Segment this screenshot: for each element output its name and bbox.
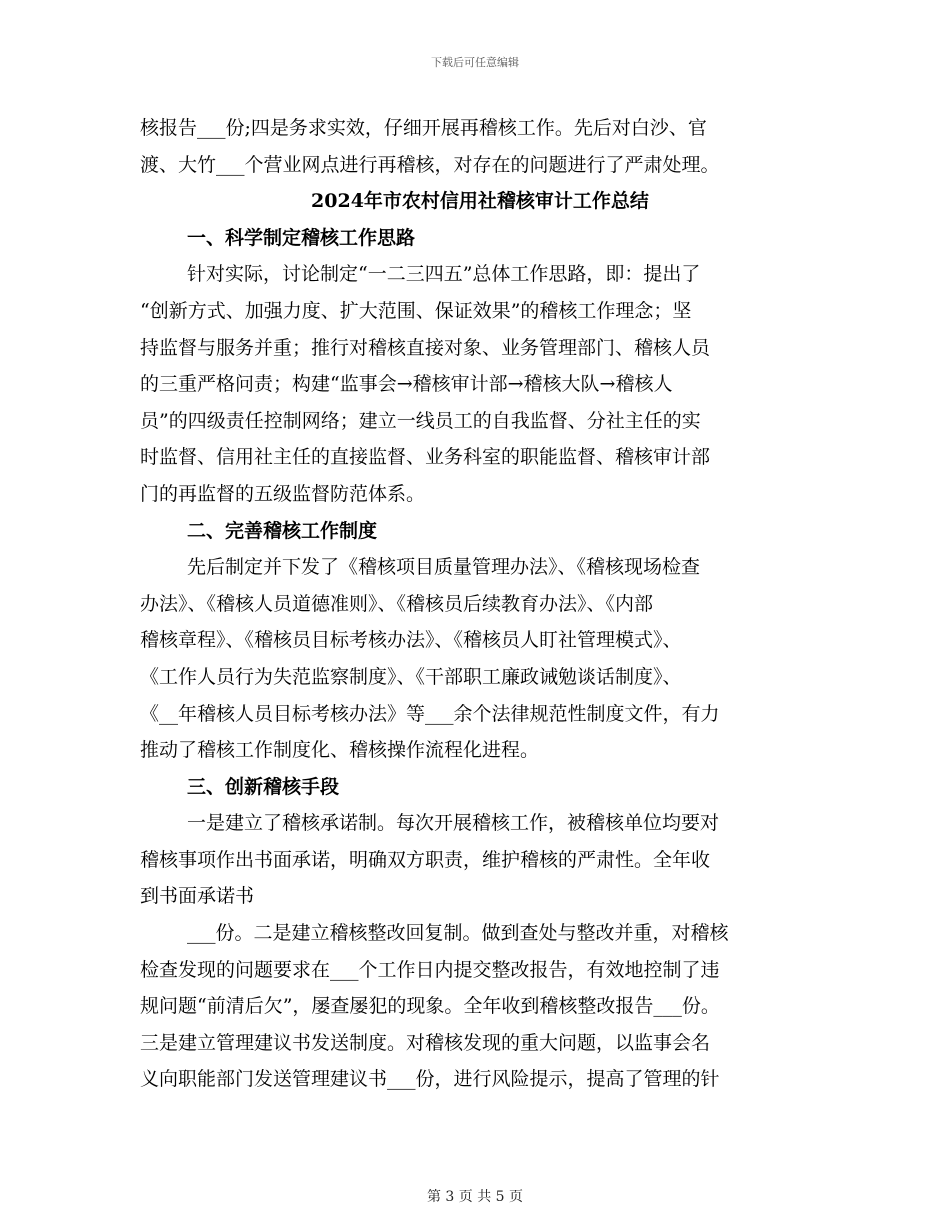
paragraph-line: 到书面承诺书 (140, 885, 255, 908)
page-header: 下载后可任意编辑 (431, 56, 519, 69)
paragraph-line: 推动了稽核工作制度化、稽核操作流程化进程。 (140, 739, 540, 762)
section-heading: 二、完善稽核工作制度 (187, 519, 378, 542)
paragraph-line: 稽核事项作出书面承诺，明确双方职责，维护稽核的严肃性。全年收 (140, 848, 711, 871)
paragraph-line: 稽核章程》、《稽核员目标考核办法》、《稽核员人盯社管理模式》、 (140, 629, 682, 652)
document-body (140, 110, 820, 1098)
document-title: 2024年市农村信用社稽核审计工作总结 (311, 190, 649, 213)
paragraph-line: 先后制定并下发了《稽核项目质量管理办法》、《稽核现场检查 (187, 556, 701, 579)
paragraph-line: ___份。二是建立稽核整改回复制。做到查处与整改并重，对稽核 (187, 922, 729, 945)
paragraph-line: “创新方式、加强力度、扩大范围、保证效果”的稽核工作理念；坚 (140, 299, 692, 322)
paragraph-line: 持监督与服务并重；推行对稽核直接对象、业务管理部门、稽核人员 (140, 336, 711, 359)
paragraph-line: 《__年稽核人员目标考核办法》等___余个法律规范性制度文件，有力 (140, 702, 720, 725)
paragraph-line: 规问题“前清后欠”，屡查屡犯的现象。全年收到稽核整改报告___份。 (140, 995, 720, 1018)
paragraph-line: 检查发现的问题要求在___个工作日内提交整改报告，有效地控制了违 (140, 958, 720, 981)
paragraph-line: 办法》、《稽核人员道德准则》、《稽核员后续教育办法》、《内部 (140, 592, 654, 615)
paragraph-line: 义向职能部门发送管理建议书___份，进行风险提示，提高了管理的针 (140, 1068, 720, 1091)
paragraph-line: 《工作人员行为失范监察制度》、《干部职工廉政诫勉谈话制度》、 (140, 665, 682, 688)
paragraph-line: 核报告___份;四是务求实效，仔细开展再稽核工作。先后对白沙、官 (140, 117, 707, 139)
paragraph-line: 三是建立管理建议书发送制度。对稽核发现的重大问题，以监事会名 (140, 1031, 711, 1054)
paragraph-line: 时监督、信用社主任的直接监督、业务科室的职能监督、稽核审计部 (140, 446, 711, 469)
section-heading: 一、科学制定稽核工作思路 (187, 226, 416, 249)
paragraph-line: 渡、大竹___个营业网点进行再稽核，对存在的问题进行了严肃处理。 (140, 153, 720, 176)
paragraph-line: 员”的四级责任控制网络；建立一线员工的自我监督、分社主任的实 (140, 409, 701, 432)
paragraph-line: 针对实际，讨论制定“一二三四五”总体工作思路，即：提出了 (187, 263, 701, 286)
section-heading: 三、创新稽核手段 (187, 775, 340, 798)
paragraph-line: 门的再监督的五级监督防范体系。 (140, 482, 426, 505)
page-footer: 第 3 页 共 5 页 (426, 1189, 524, 1205)
paragraph-line: 一是建立了稽核承诺制。每次开展稽核工作，被稽核单位均要对 (187, 812, 720, 835)
paragraph-line: 的三重严格问责；构建“监事会→稽核审计部→稽核大队→稽核人 (140, 373, 673, 396)
